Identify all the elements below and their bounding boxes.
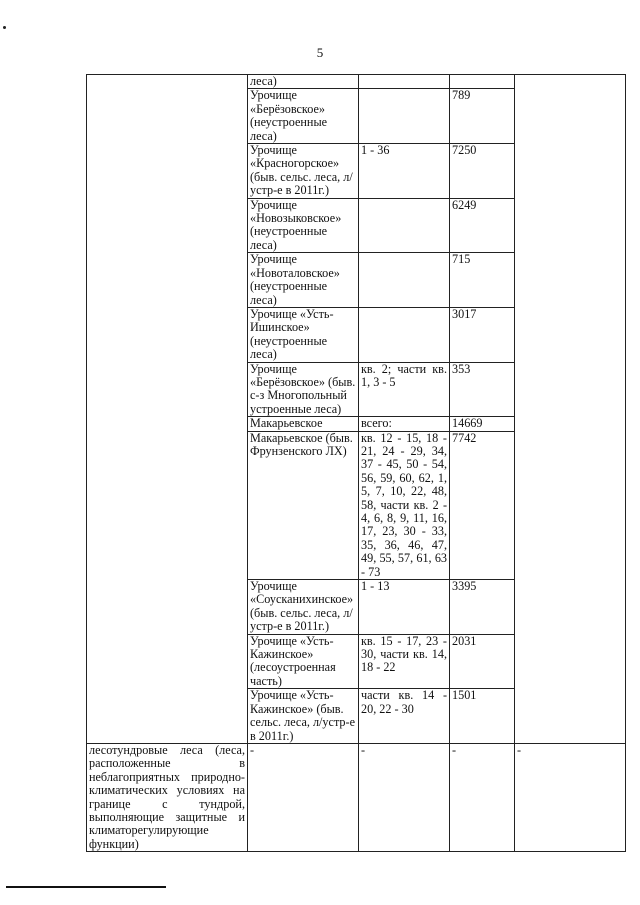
forest-name-cell: Урочище «Берёзовское» (неустроенные леса) <box>248 89 359 144</box>
forest-name-cell: Урочище «Новозыковское» (неустроенные леса) <box>248 198 359 253</box>
table-row <box>87 743 626 851</box>
forest-table <box>86 74 626 852</box>
quarters-cell: 1 - 36 <box>359 144 450 199</box>
area-cell: 1501 <box>450 689 515 744</box>
quarters-cell: всего: <box>359 417 450 431</box>
area-cell: 3395 <box>450 580 515 635</box>
forest-name-cell: Урочище «Усть-Ишинское» (неустроенные леса) <box>248 307 359 362</box>
page-number: 5 <box>316 45 324 60</box>
quarters-cell: части кв. 14 - 20, 22 - 30 <box>359 689 450 744</box>
quarters-cell <box>359 198 450 253</box>
forest-name-cell: леса) <box>248 75 359 89</box>
quarters-cell: кв. 15 - 17, 23 - 30, части кв. 14, 18 - 22 <box>359 634 450 689</box>
forest-name-cell: Урочище «Соусканихинское» (быв. сельс. леса, л/устр-е в 2011г.) <box>248 580 359 635</box>
forest-name-cell: Урочище «Красногорское» (быв. сельс. леса, л/устр-е в 2011г.) <box>248 144 359 199</box>
note-cell: - <box>515 743 626 851</box>
category-cell-empty <box>87 75 248 744</box>
table-row <box>87 75 626 89</box>
note-cell-empty <box>515 75 626 744</box>
category-cell: лесотундровые леса (леса, расположенные в неблагоприятных природно-климатических условиях на границе с тундрой, выполняющие защитные и климаторегулирующие функции) <box>87 743 248 851</box>
quarters-cell <box>359 253 450 308</box>
area-cell: 789 <box>450 89 515 144</box>
quarters-cell: кв. 2; части кв. 1, 3 - 5 <box>359 362 450 417</box>
forest-name-cell: Урочище «Усть-Кажинское» (лесоустроенная часть) <box>248 634 359 689</box>
forest-name-cell: Макарьевское (быв. Фрунзенского ЛХ) <box>248 431 359 579</box>
scan-mark <box>3 26 6 29</box>
area-cell: 7742 <box>450 431 515 579</box>
forest-name-cell: Макарьевское <box>248 417 359 431</box>
area-cell: 715 <box>450 253 515 308</box>
area-cell: 2031 <box>450 634 515 689</box>
area-cell: - <box>450 743 515 851</box>
area-cell <box>450 75 515 89</box>
forest-name-cell: Урочище «Новоталовское» (неустроенные леса) <box>248 253 359 308</box>
quarters-cell <box>359 75 450 89</box>
forest-name-cell: Урочище «Берёзовское» (быв. с-з Многопольный устроенные леса) <box>248 362 359 417</box>
area-cell: 3017 <box>450 307 515 362</box>
quarters-cell: кв. 12 - 15, 18 - 21, 24 - 29, 34, 37 - 45, 50 - 54, 56, 59, 60, 62, 1, 5, 7, 10, 22, 48, 58, части кв. 2 - 4, 6, 8, 9, 11, 16, 17, 23, 30 - 33, 35, 36, 46, 47, 49, 55, 57, 61, 63 - 73 <box>359 431 450 579</box>
forest-name-cell: Урочище «Усть-Кажинское» (быв. сельс. леса, л/устр-е в 2011г.) <box>248 689 359 744</box>
footer-rule <box>6 886 166 888</box>
forest-name-cell: - <box>248 743 359 851</box>
area-cell: 7250 <box>450 144 515 199</box>
area-cell: 6249 <box>450 198 515 253</box>
quarters-cell <box>359 307 450 362</box>
quarters-cell: 1 - 13 <box>359 580 450 635</box>
quarters-cell: - <box>359 743 450 851</box>
area-cell: 353 <box>450 362 515 417</box>
quarters-cell <box>359 89 450 144</box>
area-cell: 14669 <box>450 417 515 431</box>
